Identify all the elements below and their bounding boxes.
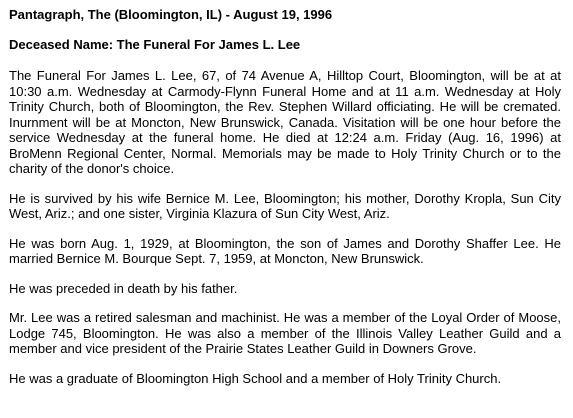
paragraph-career-memberships: Mr. Lee was a retired salesman and machinist. He was a member of the Loyal Order of Moose, Lodge 745, Bloomington. He was also a member of the Illinois Valley Leather Guild and a member and vice president of the Prairie States Leather Guild in Downers Grove. xyxy=(9,310,561,356)
paragraph-birth-marriage: He was born Aug. 1, 1929, at Bloomington, the son of James and Dorothy Shaffer Lee. He married Bernice M. Bourque Sept. 7, 1959, at Moncton, New Brunswick. xyxy=(9,235,561,266)
source-heading: Pantagraph, The (Bloomington, IL) - August 19, 1996 xyxy=(9,7,333,22)
paragraph-funeral-details: The Funeral For James L. Lee, 67, of 74 Avenue A, Hilltop Court, Bloomington, will be at at 10:30 a.m. Wednesday at Carmody-Flynn Funeral Home and at 11 a.m. Wednesday at Holy Trinity Church, both of Bloomington, the Rev. Stephen Willard officiating. He will be cremated. Inurnment will be at Moncton, New Brunswick, Canada. Visitation will be one hour before the service Wednesday at the funeral home. He died at 12:24 a.m. Friday (Aug. 16, 1996) at BroMenn Regional Center, Normal. Memorials may be made to Holy Trinity Church or to the charity of the donor's choice. xyxy=(9,68,561,176)
paragraph-preceded-in-death: He was preceded in death by his father. xyxy=(9,280,238,296)
paragraph-education: He was a graduate of Bloomington High School and a member of Holy Trinity Church. xyxy=(9,370,502,386)
deceased-name-heading: Deceased Name: The Funeral For James L. Lee xyxy=(9,37,301,52)
paragraph-survivors: He is survived by his wife Bernice M. Lee, Bloomington; his mother, Dorothy Kropla, Sun City West, Ariz.; and one sister, Virginia Klazura of Sun City West, Ariz. xyxy=(9,190,561,221)
